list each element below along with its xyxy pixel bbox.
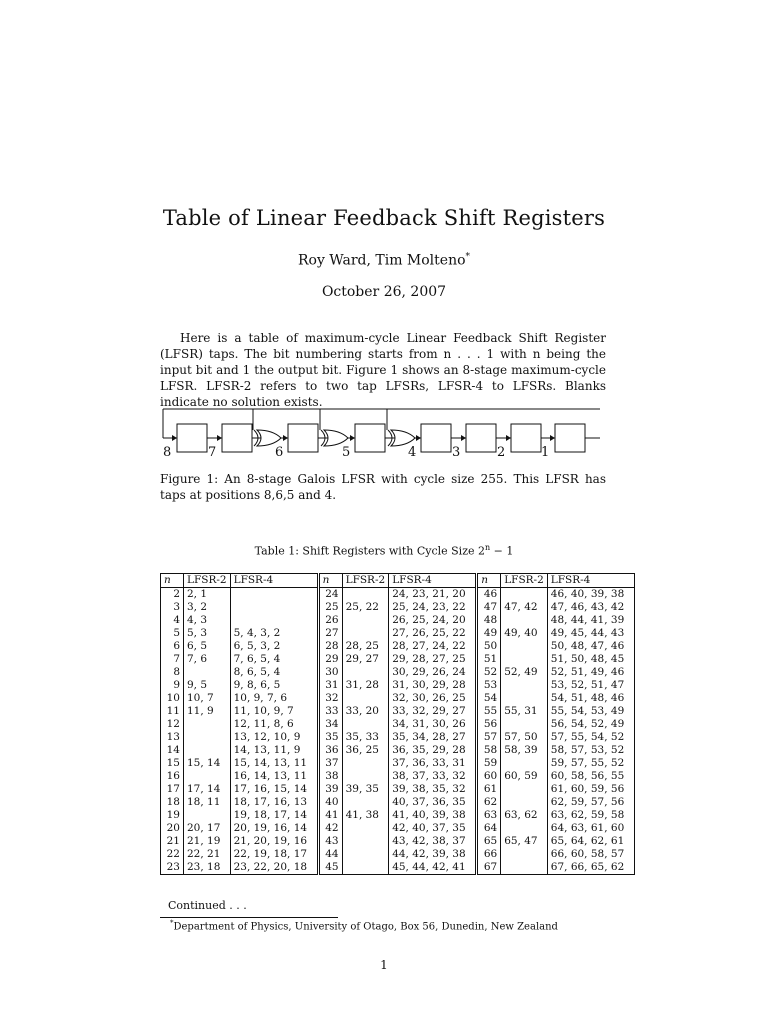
cell-n: 39 [325, 783, 339, 795]
cell-n: 11 [161, 705, 184, 718]
cell-lfsr4: 44, 42, 39, 38 [389, 848, 477, 861]
paper-date: October 26, 2007 [321, 284, 447, 300]
cell-n: 60 [483, 770, 498, 782]
cell-lfsr4: 11, 10, 9, 7 [230, 705, 318, 718]
intro-paragraph: Here is a table of maximum-cycle Linear Feedback Shift Register (LFSR) taps. The bit numbering starts from n . . . 1 with n being the input bit and 1 the output bit. Figure 1 shows an 8-stage maximum-cycle LFSR. LFSR-2 refers to two tap LFSRs, LFSR-4 to LFSRs. Blanks indicate no solution exists. [160, 331, 606, 409]
cell-lfsr2 [501, 692, 548, 705]
cell-n: 54 [483, 692, 498, 704]
table-row [161, 614, 635, 627]
cell-n: 43 [325, 835, 339, 847]
cell-lfsr2 [342, 848, 389, 861]
stage-label-7: 7 [208, 445, 217, 460]
cell-lfsr4: 42, 40, 37, 35 [389, 822, 477, 835]
cell-lfsr2: 20, 17 [184, 822, 231, 835]
cell-lfsr4: 63, 62, 59, 58 [547, 809, 634, 822]
page-number: 1 [380, 958, 388, 972]
cell-n: 33 [325, 705, 339, 717]
cell-lfsr2: 25, 22 [342, 601, 389, 614]
cell-lfsr4: 50, 48, 47, 46 [547, 640, 634, 653]
cell-lfsr2: 36, 25 [342, 744, 389, 757]
cell-lfsr4: 30, 29, 26, 24 [389, 666, 477, 679]
cell-lfsr2 [501, 588, 548, 602]
cell-n: 53 [483, 679, 498, 691]
stage-label-1: 1 [541, 445, 550, 460]
xor-gate-3 [391, 430, 415, 446]
cell-lfsr2: 10, 7 [184, 692, 231, 705]
cell-lfsr4: 52, 51, 49, 46 [547, 666, 634, 679]
cell-lfsr4: 14, 13, 11, 9 [230, 744, 318, 757]
cell-lfsr4: 15, 14, 13, 11 [230, 757, 318, 770]
cell-n: 56 [483, 718, 498, 730]
cell-lfsr2 [342, 666, 389, 679]
cell-lfsr2 [184, 731, 231, 744]
cell-lfsr2: 41, 38 [342, 809, 389, 822]
cell-lfsr4: 27, 26, 25, 22 [389, 627, 477, 640]
author-footnote-marker: * [465, 252, 471, 262]
cell-lfsr2 [501, 783, 548, 796]
cell-lfsr4: 7, 6, 5, 4 [230, 653, 318, 666]
authors [0, 252, 768, 269]
cell-lfsr4: 22, 19, 18, 17 [230, 848, 318, 861]
header-lfsr2-group-3: LFSR-2 [501, 574, 548, 588]
table-caption-tail: − 1 [490, 544, 514, 558]
cell-lfsr2: 31, 28 [342, 679, 389, 692]
cell-lfsr4: 31, 30, 29, 28 [389, 679, 477, 692]
cell-n: 57 [483, 731, 498, 743]
cell-lfsr4: 9, 8, 6, 5 [230, 679, 318, 692]
table-row [161, 679, 635, 692]
header-n-group-1: n [161, 574, 184, 588]
cell-n: 18 [161, 796, 184, 809]
cell-lfsr4: 51, 50, 48, 45 [547, 653, 634, 666]
cell-lfsr2: 6, 5 [184, 640, 231, 653]
cell-n: 49 [483, 627, 498, 639]
table-row [161, 692, 635, 705]
cell-lfsr2: 2, 1 [184, 588, 231, 602]
cell-lfsr2: 21, 19 [184, 835, 231, 848]
footnote-marker: * [170, 919, 174, 927]
table-row [161, 809, 635, 822]
cell-lfsr4 [230, 588, 318, 602]
table-row [161, 627, 635, 640]
cell-lfsr2 [342, 614, 389, 627]
stage-label-5: 5 [342, 445, 351, 460]
cell-lfsr4: 48, 44, 41, 39 [547, 614, 634, 627]
cell-lfsr4: 45, 44, 42, 41 [389, 861, 477, 875]
cell-n: 8 [161, 666, 184, 679]
cell-lfsr4: 41, 40, 39, 38 [389, 809, 477, 822]
cell-n: 38 [325, 770, 339, 782]
cell-n: 62 [483, 796, 498, 808]
cell-lfsr4: 61, 60, 59, 56 [547, 783, 634, 796]
cell-lfsr2 [342, 757, 389, 770]
cell-n: 29 [325, 653, 339, 665]
cell-lfsr2 [501, 757, 548, 770]
cell-n: 40 [325, 796, 339, 808]
table-caption-exponent: n [485, 543, 491, 552]
cell-n: 32 [325, 692, 339, 704]
cell-lfsr2: 22, 21 [184, 848, 231, 861]
cell-lfsr2 [342, 835, 389, 848]
cell-lfsr4: 53, 52, 51, 47 [547, 679, 634, 692]
cell-lfsr2: 55, 31 [501, 705, 548, 718]
cell-lfsr4: 32, 30, 26, 25 [389, 692, 477, 705]
cell-lfsr4: 38, 37, 33, 32 [389, 770, 477, 783]
cell-lfsr4: 20, 19, 16, 14 [230, 822, 318, 835]
stage-box-2 [511, 424, 541, 452]
cell-n: 48 [483, 614, 498, 626]
cell-lfsr4: 46, 40, 39, 38 [547, 588, 634, 602]
cell-lfsr4: 23, 22, 20, 18 [230, 861, 318, 875]
cell-lfsr2: 7, 6 [184, 653, 231, 666]
cell-lfsr2: 65, 47 [501, 835, 548, 848]
cell-n: 15 [161, 757, 184, 770]
cell-n: 3 [161, 601, 184, 614]
header-n-group-3: n [477, 574, 501, 588]
cell-lfsr4: 57, 55, 54, 52 [547, 731, 634, 744]
cell-lfsr4: 39, 38, 35, 32 [389, 783, 477, 796]
table-row [161, 588, 635, 602]
cell-lfsr4: 59, 57, 55, 52 [547, 757, 634, 770]
cell-n: 10 [161, 692, 184, 705]
cell-lfsr2 [342, 588, 389, 602]
cell-lfsr2: 63, 62 [501, 809, 548, 822]
cell-lfsr4: 54, 51, 48, 46 [547, 692, 634, 705]
cell-lfsr2: 29, 27 [342, 653, 389, 666]
table-row [161, 718, 635, 731]
cell-n: 28 [325, 640, 339, 652]
cell-n: 19 [161, 809, 184, 822]
cell-lfsr4: 60, 58, 56, 55 [547, 770, 634, 783]
cell-lfsr2 [501, 796, 548, 809]
cell-n: 2 [161, 588, 184, 602]
cell-n: 45 [318, 861, 342, 875]
cell-n: 7 [161, 653, 184, 666]
stage-box-4 [421, 424, 451, 452]
cell-n: 36 [325, 744, 339, 756]
cell-lfsr4: 26, 25, 24, 20 [389, 614, 477, 627]
cell-lfsr2 [342, 822, 389, 835]
cell-lfsr4: 56, 54, 52, 49 [547, 718, 634, 731]
header-n-group-2: n [318, 574, 342, 588]
cell-lfsr4: 34, 31, 30, 26 [389, 718, 477, 731]
cell-lfsr4: 16, 14, 13, 11 [230, 770, 318, 783]
cell-n: 52 [483, 666, 498, 678]
table-row [161, 705, 635, 718]
stage-box-7 [222, 424, 252, 452]
cell-lfsr4: 10, 9, 7, 6 [230, 692, 318, 705]
cell-lfsr4: 47, 46, 43, 42 [547, 601, 634, 614]
table-caption-text: Table 1: Shift Registers with Cycle Size 2 [254, 544, 485, 558]
cell-lfsr2 [184, 809, 231, 822]
cell-lfsr4: 28, 27, 24, 22 [389, 640, 477, 653]
paper-title: Table of Linear Feedback Shift Registers [162, 206, 606, 230]
table-row [161, 861, 635, 875]
footnote [170, 919, 558, 932]
cell-lfsr4: 8, 6, 5, 4 [230, 666, 318, 679]
cell-lfsr4: 33, 32, 29, 27 [389, 705, 477, 718]
cell-lfsr2 [342, 627, 389, 640]
cell-n: 35 [325, 731, 339, 743]
stage-box-8 [177, 424, 207, 452]
cell-lfsr4: 24, 23, 21, 20 [389, 588, 477, 602]
cell-n: 13 [161, 731, 184, 744]
table-row [161, 822, 635, 835]
continued-note: Continued . . . [168, 899, 247, 912]
cell-n: 64 [483, 822, 498, 834]
xor-gate-1 [257, 430, 281, 446]
cell-lfsr4: 64, 63, 61, 60 [547, 822, 634, 835]
cell-n: 44 [325, 848, 339, 860]
cell-lfsr2 [184, 744, 231, 757]
cell-lfsr4: 18, 17, 16, 13 [230, 796, 318, 809]
cell-lfsr4: 55, 54, 53, 49 [547, 705, 634, 718]
cell-lfsr2: 35, 33 [342, 731, 389, 744]
cell-lfsr4: 19, 18, 17, 14 [230, 809, 318, 822]
header-lfsr2-group-1: LFSR-2 [184, 574, 231, 588]
cell-n: 6 [161, 640, 184, 653]
cell-n: 59 [483, 757, 498, 769]
cell-n: 16 [161, 770, 184, 783]
cell-lfsr2 [342, 718, 389, 731]
cell-lfsr2 [184, 666, 231, 679]
stage-label-8: 8 [163, 445, 172, 460]
cell-lfsr4: 29, 28, 27, 25 [389, 653, 477, 666]
cell-lfsr4: 13, 12, 10, 9 [230, 731, 318, 744]
stage-box-1 [555, 424, 585, 452]
figure-caption: Figure 1: An 8-stage Galois LFSR with cycle size 255. This LFSR has taps at positions 8,6,5 and 4. [160, 472, 606, 502]
cell-n: 46 [483, 588, 498, 600]
cell-n: 31 [325, 679, 339, 691]
cell-lfsr2: 28, 25 [342, 640, 389, 653]
table-row [161, 744, 635, 757]
cell-lfsr2: 49, 40 [501, 627, 548, 640]
cell-lfsr4: 21, 20, 19, 16 [230, 835, 318, 848]
cell-lfsr2 [501, 653, 548, 666]
cell-n: 51 [483, 653, 498, 665]
cell-lfsr4 [230, 614, 318, 627]
cell-n: 14 [161, 744, 184, 757]
cell-lfsr2 [342, 861, 389, 875]
cell-lfsr4: 40, 37, 36, 35 [389, 796, 477, 809]
cell-n: 22 [161, 848, 184, 861]
cell-lfsr4: 6, 5, 3, 2 [230, 640, 318, 653]
cell-lfsr2: 9, 5 [184, 679, 231, 692]
cell-lfsr4: 58, 57, 53, 52 [547, 744, 634, 757]
cell-n: 50 [483, 640, 498, 652]
cell-n: 21 [161, 835, 184, 848]
table-row [161, 640, 635, 653]
cell-lfsr2: 47, 42 [501, 601, 548, 614]
header-lfsr4-group-1: LFSR-4 [230, 574, 318, 588]
cell-lfsr2: 17, 14 [184, 783, 231, 796]
cell-n: 55 [483, 705, 498, 717]
cell-n: 20 [161, 822, 184, 835]
cell-lfsr4: 36, 35, 29, 28 [389, 744, 477, 757]
cell-lfsr2: 60, 59 [501, 770, 548, 783]
cell-lfsr2 [342, 692, 389, 705]
cell-n: 12 [161, 718, 184, 731]
table-row [161, 653, 635, 666]
cell-lfsr2: 23, 18 [184, 861, 231, 875]
footnote-rule [160, 917, 338, 918]
cell-n: 24 [325, 588, 339, 600]
table-body [161, 588, 635, 875]
table-row [161, 757, 635, 770]
lfsr-diagram [155, 400, 605, 460]
cell-n: 27 [325, 627, 339, 639]
cell-lfsr4: 67, 66, 65, 62 [547, 861, 634, 875]
cell-lfsr2: 52, 49 [501, 666, 548, 679]
cell-n: 63 [483, 809, 498, 821]
cell-lfsr2 [184, 718, 231, 731]
stage-label-2: 2 [497, 445, 506, 460]
cell-lfsr2: 57, 50 [501, 731, 548, 744]
cell-lfsr2 [501, 640, 548, 653]
lfsr-table [160, 573, 635, 875]
cell-lfsr4: 49, 45, 44, 43 [547, 627, 634, 640]
header-lfsr4-group-2: LFSR-4 [389, 574, 477, 588]
cell-lfsr2 [501, 848, 548, 861]
cell-lfsr2 [501, 822, 548, 835]
cell-lfsr2 [501, 718, 548, 731]
cell-n: 65 [483, 835, 498, 847]
cell-lfsr2 [342, 770, 389, 783]
cell-n: 25 [325, 601, 339, 613]
cell-lfsr2: 15, 14 [184, 757, 231, 770]
footnote-text: Department of Physics, University of Otago, Box 56, Dunedin, New Zealand [173, 921, 558, 933]
table-header-row [161, 574, 635, 588]
cell-lfsr2: 58, 39 [501, 744, 548, 757]
stage-box-6 [288, 424, 318, 452]
xor-gate-2 [324, 430, 348, 446]
stage-box-3 [466, 424, 496, 452]
cell-n: 9 [161, 679, 184, 692]
table-row [161, 601, 635, 614]
cell-lfsr2: 18, 11 [184, 796, 231, 809]
cell-lfsr2: 39, 35 [342, 783, 389, 796]
cell-n: 17 [161, 783, 184, 796]
cell-lfsr4: 35, 34, 28, 27 [389, 731, 477, 744]
table-row [161, 783, 635, 796]
cell-lfsr2: 11, 9 [184, 705, 231, 718]
cell-n: 67 [477, 861, 501, 875]
table-row [161, 835, 635, 848]
cell-n: 23 [161, 861, 184, 875]
cell-n: 4 [161, 614, 184, 627]
authors-names: Roy Ward, Tim Molteno [297, 252, 466, 269]
cell-lfsr4: 5, 4, 3, 2 [230, 627, 318, 640]
table-row [161, 666, 635, 679]
cell-lfsr2 [501, 861, 548, 875]
cell-n: 34 [325, 718, 339, 730]
cell-n: 66 [483, 848, 498, 860]
cell-lfsr2 [501, 679, 548, 692]
cell-lfsr4: 66, 60, 58, 57 [547, 848, 634, 861]
cell-lfsr4: 62, 59, 57, 56 [547, 796, 634, 809]
header-lfsr4-group-3: LFSR-4 [547, 574, 634, 588]
cell-n: 41 [325, 809, 339, 821]
cell-lfsr4: 25, 24, 23, 22 [389, 601, 477, 614]
header-lfsr2-group-2: LFSR-2 [342, 574, 389, 588]
table-row [161, 796, 635, 809]
cell-lfsr2 [342, 796, 389, 809]
cell-n: 42 [325, 822, 339, 834]
cell-n: 30 [325, 666, 339, 678]
cell-n: 47 [483, 601, 498, 613]
cell-n: 5 [161, 627, 184, 640]
stage-label-4: 4 [408, 445, 417, 460]
table-caption [0, 543, 768, 558]
cell-lfsr2: 5, 3 [184, 627, 231, 640]
table-row [161, 731, 635, 744]
cell-lfsr2: 3, 2 [184, 601, 231, 614]
stage-box-5 [355, 424, 385, 452]
cell-lfsr4: 12, 11, 8, 6 [230, 718, 318, 731]
cell-lfsr2 [184, 770, 231, 783]
table-row [161, 770, 635, 783]
cell-lfsr4: 17, 16, 15, 14 [230, 783, 318, 796]
cell-lfsr4: 65, 64, 62, 61 [547, 835, 634, 848]
table-row [161, 848, 635, 861]
cell-lfsr4: 43, 42, 38, 37 [389, 835, 477, 848]
cell-n: 61 [483, 783, 498, 795]
cell-lfsr4 [230, 601, 318, 614]
cell-n: 37 [325, 757, 339, 769]
cell-lfsr2 [501, 614, 548, 627]
stage-label-3: 3 [452, 445, 461, 460]
cell-lfsr4: 37, 36, 33, 31 [389, 757, 477, 770]
cell-lfsr2: 33, 20 [342, 705, 389, 718]
cell-lfsr2: 4, 3 [184, 614, 231, 627]
stage-label-6: 6 [275, 445, 284, 460]
cell-n: 26 [325, 614, 339, 626]
cell-n: 58 [483, 744, 498, 756]
